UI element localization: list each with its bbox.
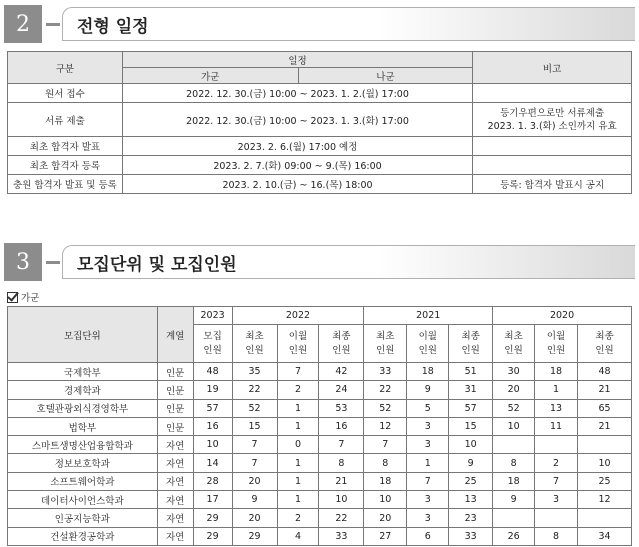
table-row [8, 436, 632, 454]
header-iwol: 이월 인원 [277, 325, 319, 363]
quota-cell: 1 [277, 454, 319, 472]
quota-cell: 33 [449, 527, 493, 545]
unit-name: 인공지능학과 [8, 509, 158, 527]
row-dates: 2022. 12. 30.(금) 10:00 ~ 2023. 1. 2.(월) 17:00 [122, 84, 472, 103]
row-dates: 2023. 2. 6.(월) 17:00 예정 [122, 137, 472, 156]
quota-cell: 13 [449, 491, 493, 509]
quota-cell: 10 [364, 491, 407, 509]
quota-cell: 7 [364, 436, 407, 454]
quota-cell: 2 [535, 454, 578, 472]
quota-cell: 22 [364, 381, 407, 399]
quota-cell: 17 [193, 491, 232, 509]
quota-cell: 19 [193, 381, 232, 399]
table-row [8, 381, 632, 399]
track: 자연 [157, 436, 193, 454]
quota-cell: 29 [232, 527, 277, 545]
quota-cell: 4 [277, 527, 319, 545]
quota-cell: 52 [364, 399, 407, 417]
header-2020: 2020 [493, 307, 632, 325]
table-row [8, 509, 632, 527]
table-row [8, 527, 632, 545]
quota-cell [535, 509, 578, 527]
table-row [8, 454, 632, 472]
section-3-header [4, 243, 635, 281]
unit-name: 호텔관광외식경영학부 [8, 399, 158, 417]
quota-cell [493, 436, 535, 454]
table-row [8, 137, 632, 156]
unit-name: 스마트생명산업융합학과 [8, 436, 158, 454]
quota-cell [578, 436, 632, 454]
header-iwol: 이월 인원 [407, 325, 449, 363]
section-2-title: 전형 일정 [62, 7, 635, 41]
schedule-table [7, 51, 632, 194]
quota-cell: 1 [277, 472, 319, 490]
quota-cell: 3 [407, 436, 449, 454]
quota-cell: 20 [232, 472, 277, 490]
header-choecho: 최초 인원 [364, 325, 407, 363]
header-note: 비고 [473, 52, 632, 84]
section-3-dash [46, 261, 60, 264]
quota-cell: 1 [277, 417, 319, 435]
track: 자연 [157, 472, 193, 490]
header-mojip: 모집 인원 [193, 325, 232, 363]
quota-cell: 3 [535, 491, 578, 509]
quota-cell: 52 [493, 399, 535, 417]
quota-cell: 25 [449, 472, 493, 490]
quota-cell: 8 [319, 454, 364, 472]
row-dates: 2022. 12. 30.(금) 10:00 ~ 2023. 1. 3.(화) 17:00 [122, 103, 472, 137]
row-label: 충원 합격자 발표 및 등록 [8, 175, 123, 194]
quota-cell: 2 [277, 381, 319, 399]
quota-cell [535, 436, 578, 454]
note-line-1: 등기우편으로만 서류제출 [500, 107, 605, 119]
quota-cell: 28 [193, 472, 232, 490]
track: 자연 [157, 454, 193, 472]
quota-cell: 16 [319, 417, 364, 435]
quota-cell: 25 [578, 472, 632, 490]
unit-name: 정보보호학과 [8, 454, 158, 472]
sub-label-text: 가군 [21, 293, 40, 304]
quota-cell: 18 [535, 363, 578, 381]
quota-cell [578, 509, 632, 527]
section-2-dash [46, 23, 60, 26]
unit-name: 경제학과 [8, 381, 158, 399]
quota-cell: 33 [364, 363, 407, 381]
quota-cell: 12 [364, 417, 407, 435]
quota-cell: 7 [407, 472, 449, 490]
unit-name: 국제학부 [8, 363, 158, 381]
section-2-number: 2 [4, 5, 42, 43]
section-3-number: 3 [4, 243, 42, 281]
table-row [8, 491, 632, 509]
quota-cell: 31 [449, 381, 493, 399]
quota-cell: 6 [407, 527, 449, 545]
row-note [473, 137, 632, 156]
quota-cell: 65 [578, 399, 632, 417]
track: 인문 [157, 417, 193, 435]
quota-cell: 9 [232, 491, 277, 509]
quota-cell: 7 [319, 436, 364, 454]
quota-cell: 48 [193, 363, 232, 381]
quota-cell: 33 [319, 527, 364, 545]
quota-cell: 10 [493, 417, 535, 435]
quota-cell: 1 [277, 399, 319, 417]
section-3-title: 모집단위 및 모집인원 [62, 245, 635, 279]
quota-cell: 21 [578, 417, 632, 435]
row-note [473, 103, 632, 137]
header-category: 구분 [8, 52, 123, 84]
row-label: 서류 제출 [8, 103, 123, 137]
quota-cell: 18 [407, 363, 449, 381]
quota-cell: 35 [232, 363, 277, 381]
header-2023: 2023 [193, 307, 232, 325]
table-row [8, 472, 632, 490]
quota-cell: 22 [232, 381, 277, 399]
quota-cell: 2 [277, 509, 319, 527]
row-label: 최초 합격자 등록 [8, 156, 123, 175]
table-row [8, 84, 632, 103]
quota-cell: 21 [578, 381, 632, 399]
header-choecho: 최초 인원 [493, 325, 535, 363]
table-row [8, 156, 632, 175]
quota-cell: 15 [449, 417, 493, 435]
quota-cell: 9 [449, 454, 493, 472]
header-choecho: 최초 인원 [232, 325, 277, 363]
quota-cell: 20 [232, 509, 277, 527]
quota-cell: 29 [193, 509, 232, 527]
quota-cell: 1 [277, 491, 319, 509]
table-row [8, 175, 632, 194]
quota-cell: 1 [535, 381, 578, 399]
table-row [8, 417, 632, 435]
note-line-2: 2023. 1. 3.(화) 소인까지 유효 [487, 120, 617, 132]
header-iwol: 이월 인원 [535, 325, 578, 363]
table-row [8, 103, 632, 137]
row-dates: 2023. 2. 10.(금) ~ 16.(목) 18:00 [122, 175, 472, 194]
quota-cell: 51 [449, 363, 493, 381]
header-2022: 2022 [232, 307, 364, 325]
quota-cell: 3 [407, 417, 449, 435]
quota-cell: 23 [449, 509, 493, 527]
quota-cell: 53 [319, 399, 364, 417]
quota-cell: 52 [232, 399, 277, 417]
track: 자연 [157, 491, 193, 509]
header-schedule: 일정 [122, 52, 472, 68]
track: 인문 [157, 363, 193, 381]
quota-cell: 12 [578, 491, 632, 509]
header-unit: 모집단위 [8, 307, 158, 363]
quota-cell: 13 [535, 399, 578, 417]
sub-label-ga [7, 290, 39, 304]
quota-cell: 10 [449, 436, 493, 454]
unit-name: 법학부 [8, 417, 158, 435]
quota-cell: 29 [193, 527, 232, 545]
unit-name: 소프트웨어학과 [8, 472, 158, 490]
quota-cell: 11 [535, 417, 578, 435]
quota-cell: 1 [407, 454, 449, 472]
row-note: 등록: 합격자 발표시 공지 [473, 175, 632, 194]
quota-cell: 8 [493, 454, 535, 472]
quota-cell: 10 [319, 491, 364, 509]
checkbox-icon [7, 292, 18, 303]
header-na: 나군 [298, 68, 473, 84]
quota-cell: 30 [493, 363, 535, 381]
quota-cell: 21 [319, 472, 364, 490]
header-choejong: 최종 인원 [578, 325, 632, 363]
quota-cell: 7 [232, 436, 277, 454]
track: 자연 [157, 527, 193, 545]
quota-cell: 48 [578, 363, 632, 381]
header-track: 계열 [157, 307, 193, 363]
header-ga: 가군 [122, 68, 298, 84]
track: 자연 [157, 509, 193, 527]
quota-cell: 7 [535, 472, 578, 490]
header-choejong: 최종 인원 [319, 325, 364, 363]
quota-cell: 15 [232, 417, 277, 435]
table-row [8, 399, 632, 417]
quota-cell: 9 [407, 381, 449, 399]
track: 인문 [157, 381, 193, 399]
quota-cell: 10 [578, 454, 632, 472]
quota-cell: 20 [493, 381, 535, 399]
quota-cell: 57 [193, 399, 232, 417]
quota-cell: 22 [319, 509, 364, 527]
row-note [473, 84, 632, 103]
quota-cell: 57 [449, 399, 493, 417]
row-dates: 2023. 2. 7.(화) 09:00 ~ 9.(목) 16:00 [122, 156, 472, 175]
track: 인문 [157, 399, 193, 417]
section-2-header [4, 5, 635, 43]
quota-cell: 7 [232, 454, 277, 472]
unit-name: 데이터사이언스학과 [8, 491, 158, 509]
quota-table [7, 306, 632, 546]
quota-cell [493, 509, 535, 527]
quota-cell: 10 [193, 436, 232, 454]
header-2021: 2021 [364, 307, 493, 325]
quota-cell: 9 [493, 491, 535, 509]
quota-cell: 24 [319, 381, 364, 399]
header-choejong: 최종 인원 [449, 325, 493, 363]
quota-cell: 18 [493, 472, 535, 490]
quota-cell: 8 [535, 527, 578, 545]
row-note [473, 156, 632, 175]
quota-cell: 34 [578, 527, 632, 545]
quota-cell: 8 [364, 454, 407, 472]
row-label: 최초 합격자 발표 [8, 137, 123, 156]
quota-cell: 27 [364, 527, 407, 545]
quota-cell: 7 [277, 363, 319, 381]
quota-cell: 5 [407, 399, 449, 417]
quota-cell: 16 [193, 417, 232, 435]
quota-cell: 26 [493, 527, 535, 545]
quota-cell: 42 [319, 363, 364, 381]
quota-cell: 3 [407, 509, 449, 527]
row-label: 원서 접수 [8, 84, 123, 103]
quota-cell: 18 [364, 472, 407, 490]
table-row [8, 363, 632, 381]
quota-cell: 3 [407, 491, 449, 509]
quota-cell: 14 [193, 454, 232, 472]
quota-cell: 0 [277, 436, 319, 454]
quota-cell: 20 [364, 509, 407, 527]
unit-name: 건설환경공학과 [8, 527, 158, 545]
